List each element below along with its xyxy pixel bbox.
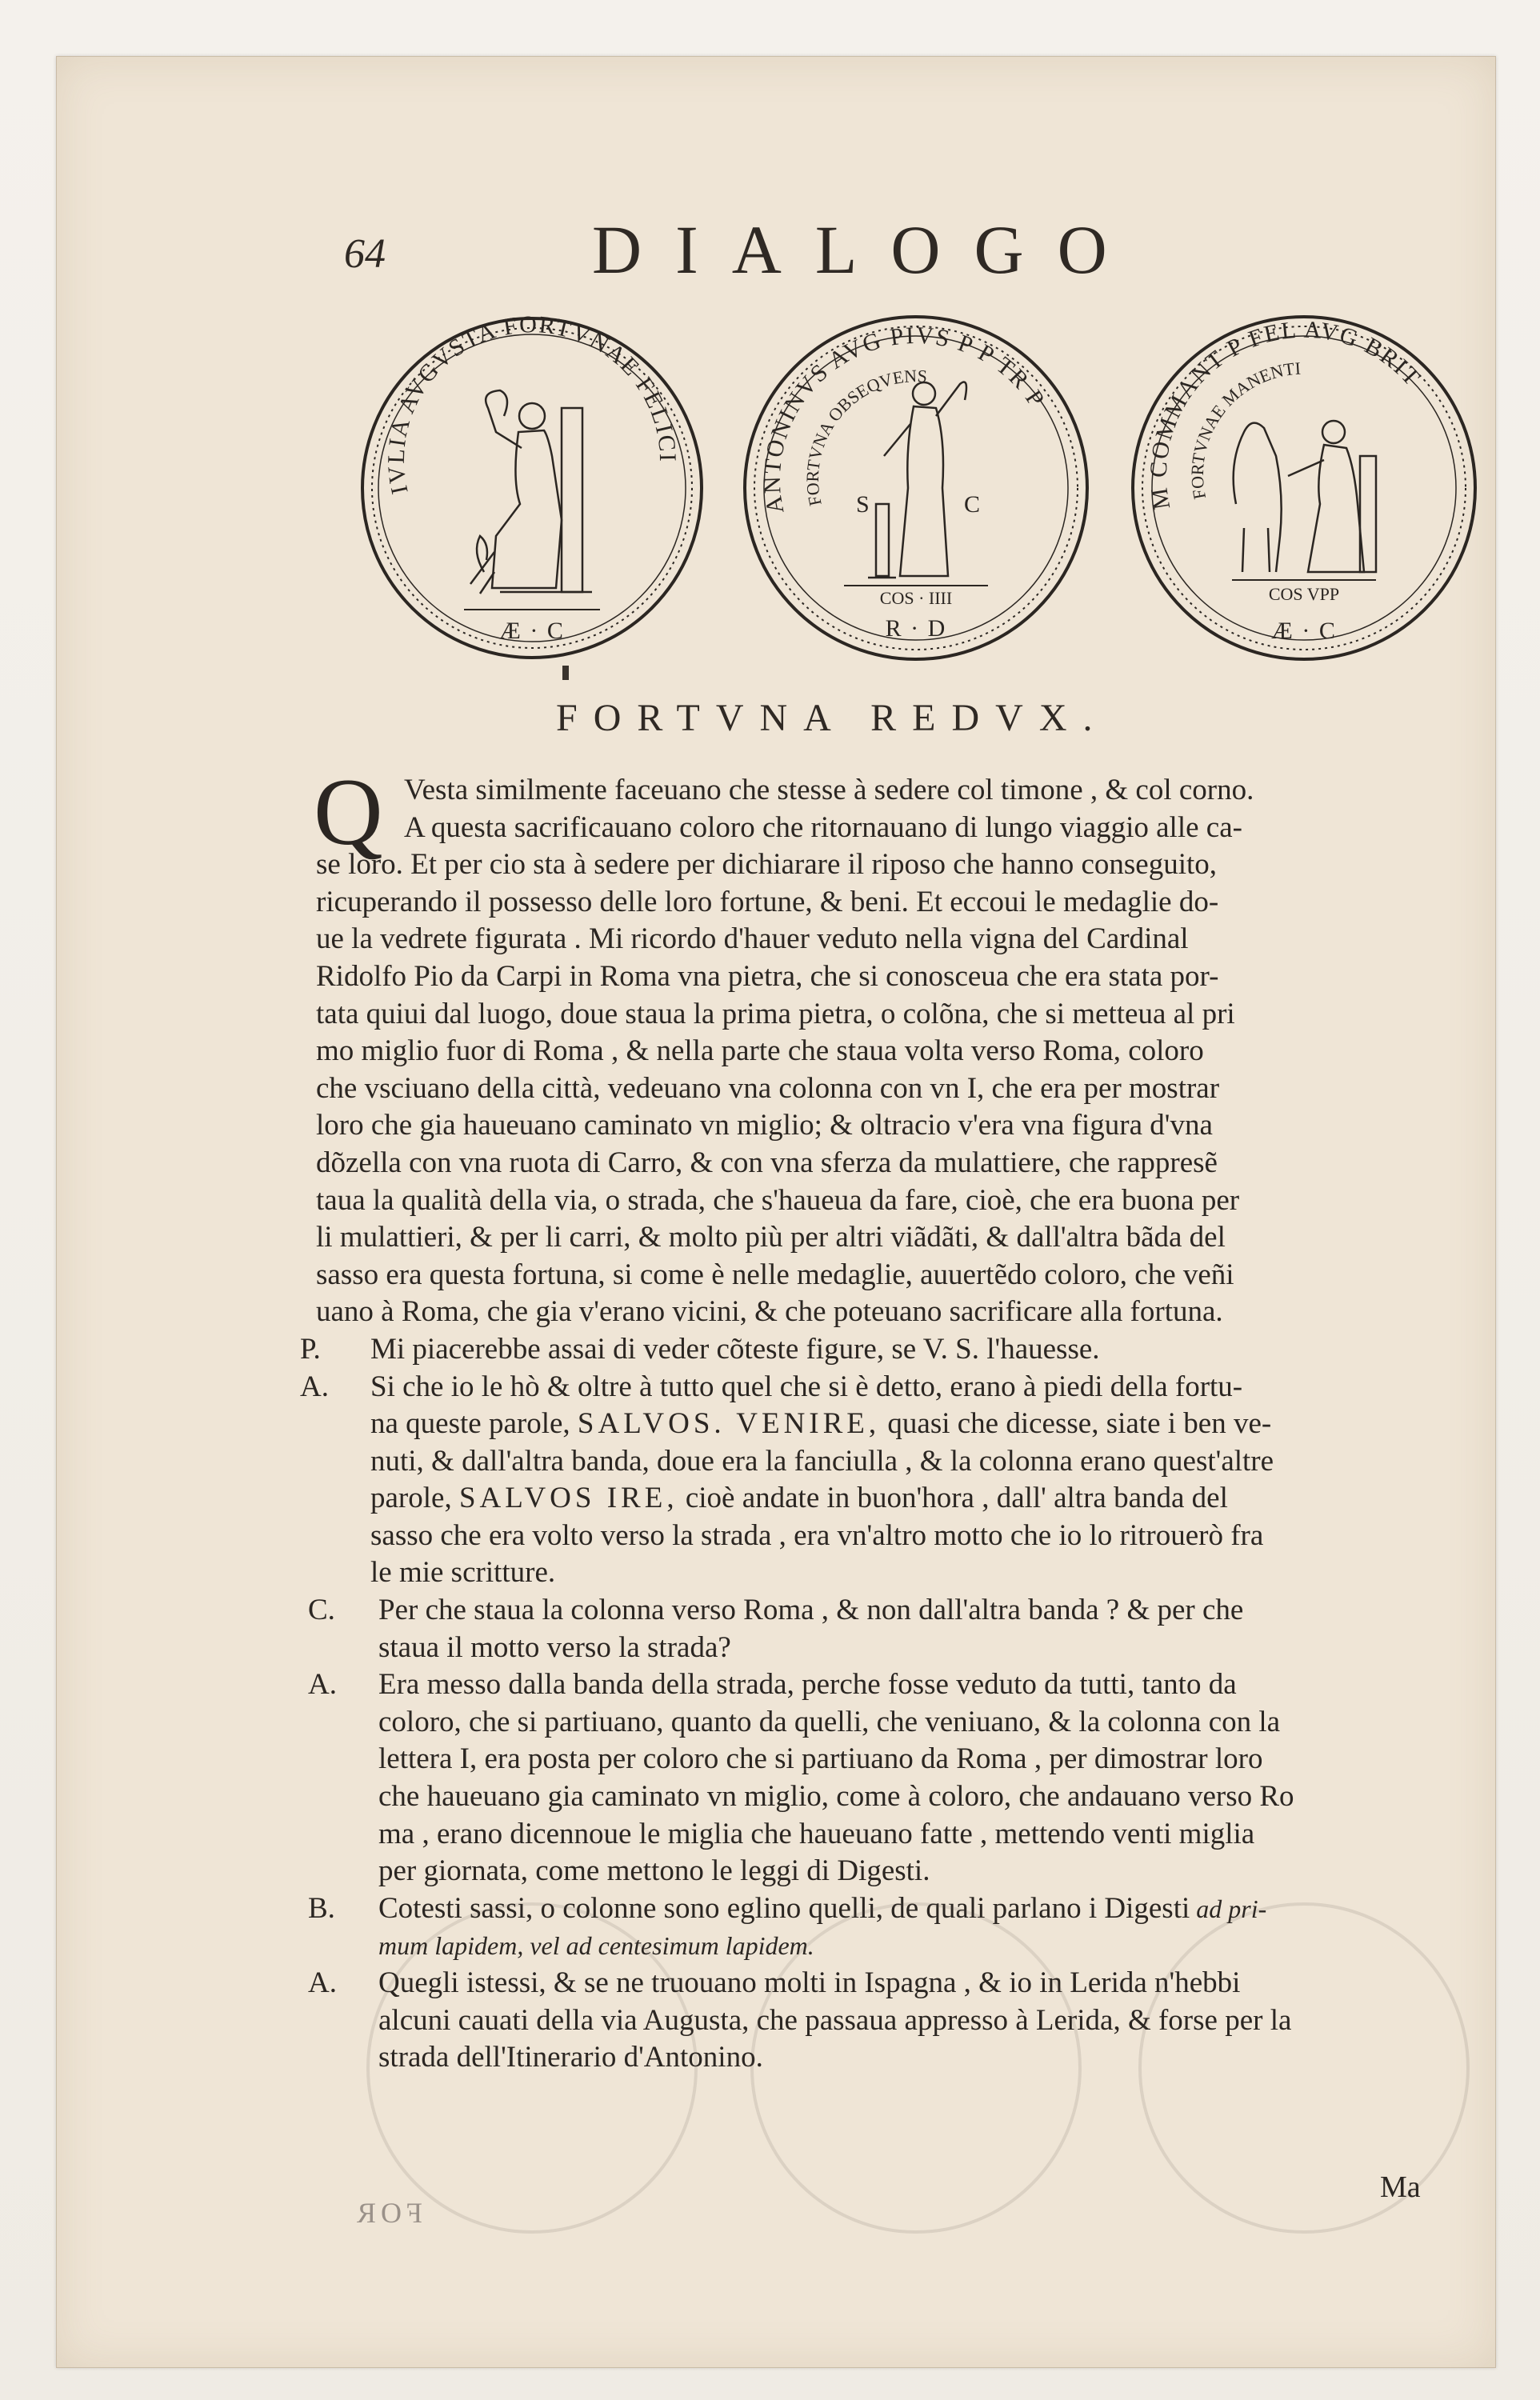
text-line: uano à Roma, che gia v'erano vicini, & che poteuano sacrificare alla fortuna. (316, 1295, 1223, 1329)
text-line: strada dell'Itinerario d'Antonino. (378, 2041, 763, 2074)
speech-p1 (300, 1331, 1468, 1369)
speech-a2 (308, 1666, 1468, 1704)
medal-3 (1124, 296, 1484, 672)
text-line: ricuperando il possesso delle loro fortune, & beni. Et eccoui le medaglie do- (316, 885, 1219, 918)
text-line: Vesta similmente faceuano che stesse à sedere col timone , & col corno. (404, 774, 1254, 806)
text-line (316, 1480, 1468, 1518)
medal-2 (736, 296, 1096, 672)
speaker-label: A. (308, 1966, 337, 1999)
section-title: FORTVNA REDVX. (556, 697, 1109, 739)
medal-1-exergue: Æ · C (499, 618, 565, 644)
text-line: alcuni cauati della via Augusta, che passaua appresso à Lerida, & forse per la (378, 2003, 1292, 2037)
text-line: Cotesti sassi, o colonne sono eglino quelli, de quali parlano i Digesti (378, 1891, 1190, 1925)
text-segment: cioè andate in buon'hora , dall' altra banda del (678, 1482, 1228, 1515)
text-line: coloro, che si partiuano, quanto da quelli, che veniuano, & la colonna con la (378, 1705, 1281, 1738)
text-line: li mulattieri, & per li carri, & molto più per altri viãdãti, & dall'altra bãda del (316, 1221, 1226, 1254)
text-line: loro che gia haueuano caminato vn miglio; & oltracio v'era vna figura d'vna (316, 1109, 1213, 1142)
medal-2-legend-outer: ANTONINVS AVG PIVS P P TR P (758, 322, 1050, 516)
ink-mark (562, 666, 569, 680)
text-line: dõzella con vna ruota di Carro, & con vna sferza da mulattiere, che rappresẽ (316, 1146, 1218, 1179)
inscription-salvos-ire: SALVOS IRE, (458, 1482, 678, 1515)
medal-2-under-figure: COS · IIII (879, 588, 953, 608)
speaker-label: A. (300, 1370, 329, 1403)
medal-3-figure-icon (1234, 421, 1376, 572)
drop-cap: Q (314, 758, 383, 865)
speech-c1 (308, 1592, 1468, 1630)
medal-3-exergue: Æ · C (1271, 618, 1337, 644)
text-line: A questa sacrificauano coloro che ritornauano di lungo viaggio alle ca- (404, 810, 1242, 844)
italic-citation: ad pri- (1190, 1894, 1267, 1923)
medal-2-field-left: S (856, 491, 871, 518)
speaker-label: B. (308, 1891, 335, 1925)
medal-2-figure-icon (868, 382, 966, 578)
medal-2-field-right: C (964, 491, 982, 518)
text-line: Quegli istessi, & se ne truouano molti in Ispagna , & io in Lerida n'hebbi (378, 1966, 1241, 1999)
medal-row (352, 296, 1488, 672)
text-line: nuti, & dall'altra banda, doue era la fanciulla , & la colonna erano quest'altre (370, 1444, 1274, 1478)
text-line: per giornata, come mettono le leggi di Digesti. (378, 1854, 930, 1888)
text-line: staua il motto verso la strada? (378, 1630, 731, 1664)
text-line: ma , erano dicennoue le miglia che haueuano fatte , mettendo venti miglia (378, 1817, 1255, 1850)
medal-1-figure-icon (470, 390, 592, 594)
text-line: lettera I, era posta per coloro che si partiuano da Roma , per dimostrar loro (378, 1742, 1263, 1776)
text-line (316, 1406, 1468, 1443)
medal-2-exergue: R · D (885, 615, 947, 642)
page-number: 64 (344, 231, 386, 277)
text-line: ue la vedrete figurata . Mi ricordo d'hauer veduto nella vigna del Cardinal (316, 922, 1189, 956)
speaker-label: A. (308, 1668, 337, 1702)
medal-3-legend-outer: M COMMANT P FEL AVG BRIT (1145, 316, 1426, 512)
text-segment: quasi che dicesse, siate i ben ve- (880, 1407, 1272, 1441)
medal-1-legend: IVLIA AVGVSTA FORTVNAE FELICI (382, 311, 682, 497)
speaker-label: P. (300, 1332, 321, 1366)
text-line: tata quiui dal luogo, doue staua la prima pietra, o colõna, che si metteua al pri (316, 997, 1235, 1030)
text-line: che haueuano gia caminato vn miglio, come à coloro, che andauano verso Ro (378, 1780, 1294, 1814)
text-line: le mie scritture. (370, 1556, 556, 1590)
text-line: mo miglio fuor di Roma , & nella parte che staua volta verso Roma, coloro (316, 1034, 1204, 1068)
medal-1 (352, 296, 712, 672)
inscription-salvos-venire: SALVOS. VENIRE, (577, 1407, 881, 1441)
text-line: sasso che era volto verso la strada , era vn'altro motto che io lo ritrouerò fra (370, 1518, 1264, 1552)
text-line: Era messo dalla banda della strada, perche fosse veduto da tutti, tanto da (378, 1668, 1237, 1702)
show-through-medals (352, 1896, 1488, 2240)
text-line: taua la qualità della via, o strada, che s'haueua da fare, cioè, che era buona per (316, 1183, 1240, 1217)
medal-2-legend-inner: FORTVNA OBSEQVENS (802, 366, 928, 508)
text-line: Ridolfo Pio da Carpi in Roma vna pietra, che si conosceua che era stata por- (316, 959, 1219, 993)
medal-3-under-figure: COS VPP (1268, 584, 1340, 604)
text-segment: parole, (370, 1482, 459, 1515)
italic-citation: mum lapidem, vel ad centesimum lapidem. (378, 1931, 814, 1961)
text-line: Mi piacerebbe assai di veder cõteste figure, se V. S. l'hauesse. (370, 1332, 1100, 1366)
text-line: Si che io le hò & oltre à tutto quel che si è detto, erano à piedi della fortu- (370, 1370, 1243, 1403)
text-line: Per che staua la colonna verso Roma , & non dall'altra banda ? & per che (378, 1594, 1244, 1627)
body-text (300, 772, 1468, 2077)
running-head: DIALOGO (592, 211, 1141, 288)
text-line: se loro. Et per cio sta à sedere per dichiarare il riposo che hanno conseguito, (316, 848, 1218, 882)
text-segment: na queste parole, (370, 1407, 578, 1441)
speech-a1 (300, 1369, 1468, 1406)
medal-3-legend-inner: FORTVNAE MANENTI (1186, 358, 1302, 502)
text-line: che vsciuano della città, vedeuano vna colonna con vn I, che era per mostrar (316, 1071, 1220, 1105)
show-through-word: FOR (352, 2197, 423, 2229)
text-line: sasso era questa fortuna, si come è nelle medaglie, auuertẽdo coloro, che veñi (316, 1258, 1234, 1291)
catchword: Ma (1380, 2170, 1421, 2204)
speaker-label: C. (308, 1594, 335, 1627)
